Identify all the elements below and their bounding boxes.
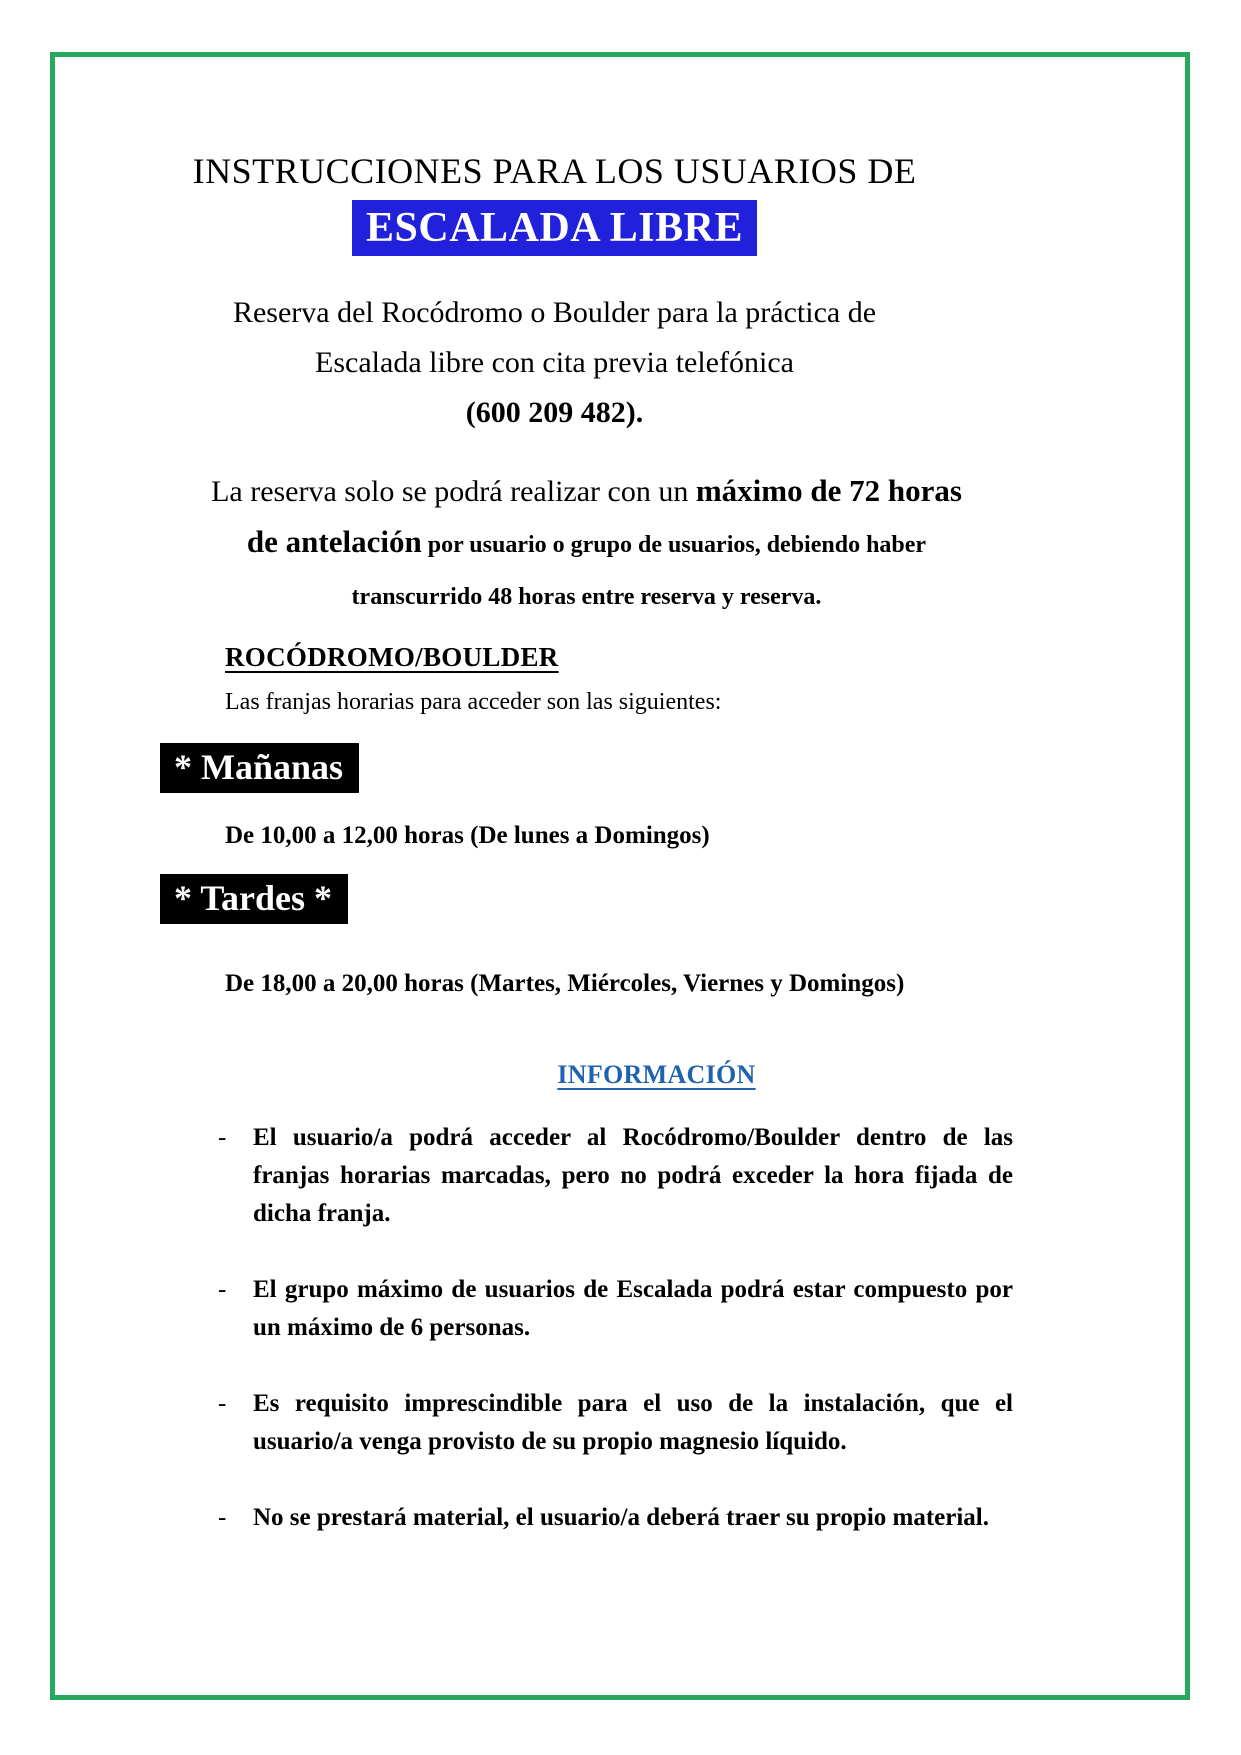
- subtitle-highlight: ESCALADA LIBRE: [352, 200, 757, 256]
- info-bullet-text: No se prestará material, el usuario/a deberá traer su propio material.: [253, 1504, 989, 1531]
- info-heading: INFORMACIÓN: [557, 1060, 756, 1089]
- info-bullet-text: El grupo máximo de usuarios de Escalada podrá estar compuesto por un máximo de 6 personas.: [253, 1276, 1013, 1341]
- reservation-highlight-text: máximo de 72 horas de antelación: [246, 473, 962, 559]
- page-title: INSTRUCCIONES PARA LOS USUARIOS DE: [192, 151, 917, 191]
- phone-number: (600 209 482).: [465, 396, 644, 429]
- evening-label-row: [160, 851, 1013, 924]
- page-border: [50, 52, 1190, 1700]
- rocodromo-heading: ROCÓDROMO/BOULDER: [225, 642, 559, 672]
- bullet-dash: -: [218, 1504, 227, 1531]
- morning-hours: De 10,00 a 12,00 horas (De lunes a Domingos): [225, 822, 710, 849]
- info-bullet-3: [218, 1385, 1013, 1461]
- intro-line-2: Escalada libre con cita previa telefónica: [315, 346, 794, 379]
- reservation-intro-text: La reserva solo se podrá realizar con un: [211, 475, 696, 508]
- morning-label-row: [160, 718, 1013, 793]
- info-list: [160, 1119, 1013, 1537]
- intro-line-1: Reserva del Rocódromo o Boulder para la práctica de: [232, 296, 877, 329]
- info-heading-row: [160, 1059, 1013, 1091]
- reservation-detail-text: por usuario o grupo de usuarios, debiendo haber transcurrido 48 horas entre reserva y reserva.: [351, 532, 927, 610]
- info-bullet-text: Es requisito imprescindible para el uso de la instalación, que el usuario/a venga provisto de su propio magnesio líquido.: [253, 1390, 1013, 1455]
- info-bullet-1: [218, 1119, 1013, 1233]
- intro-paragraph: [160, 288, 1013, 438]
- evening-label: * Tardes *: [160, 874, 348, 924]
- bullet-dash: -: [218, 1276, 227, 1303]
- morning-label: * Mañanas: [160, 743, 359, 793]
- rocodromo-subheading: Las franjas horarias para acceder son las siguientes:: [225, 689, 722, 715]
- bullet-dash: -: [218, 1390, 227, 1417]
- bullet-dash: -: [218, 1124, 227, 1151]
- info-bullet-2: [218, 1271, 1013, 1347]
- subtitle-row: [160, 200, 1013, 256]
- info-bullet-text: El usuario/a podrá acceder al Rocódromo/Boulder dentro de las franjas horarias marcadas, pero no podrá exceder la hora fijada de dicha franja.: [253, 1124, 1013, 1227]
- info-bullet-4: [218, 1499, 1013, 1537]
- evening-hours: De 18,00 a 20,00 horas (Martes, Miércoles, Viernes y Domingos): [225, 970, 905, 997]
- reservation-paragraph: [203, 466, 971, 622]
